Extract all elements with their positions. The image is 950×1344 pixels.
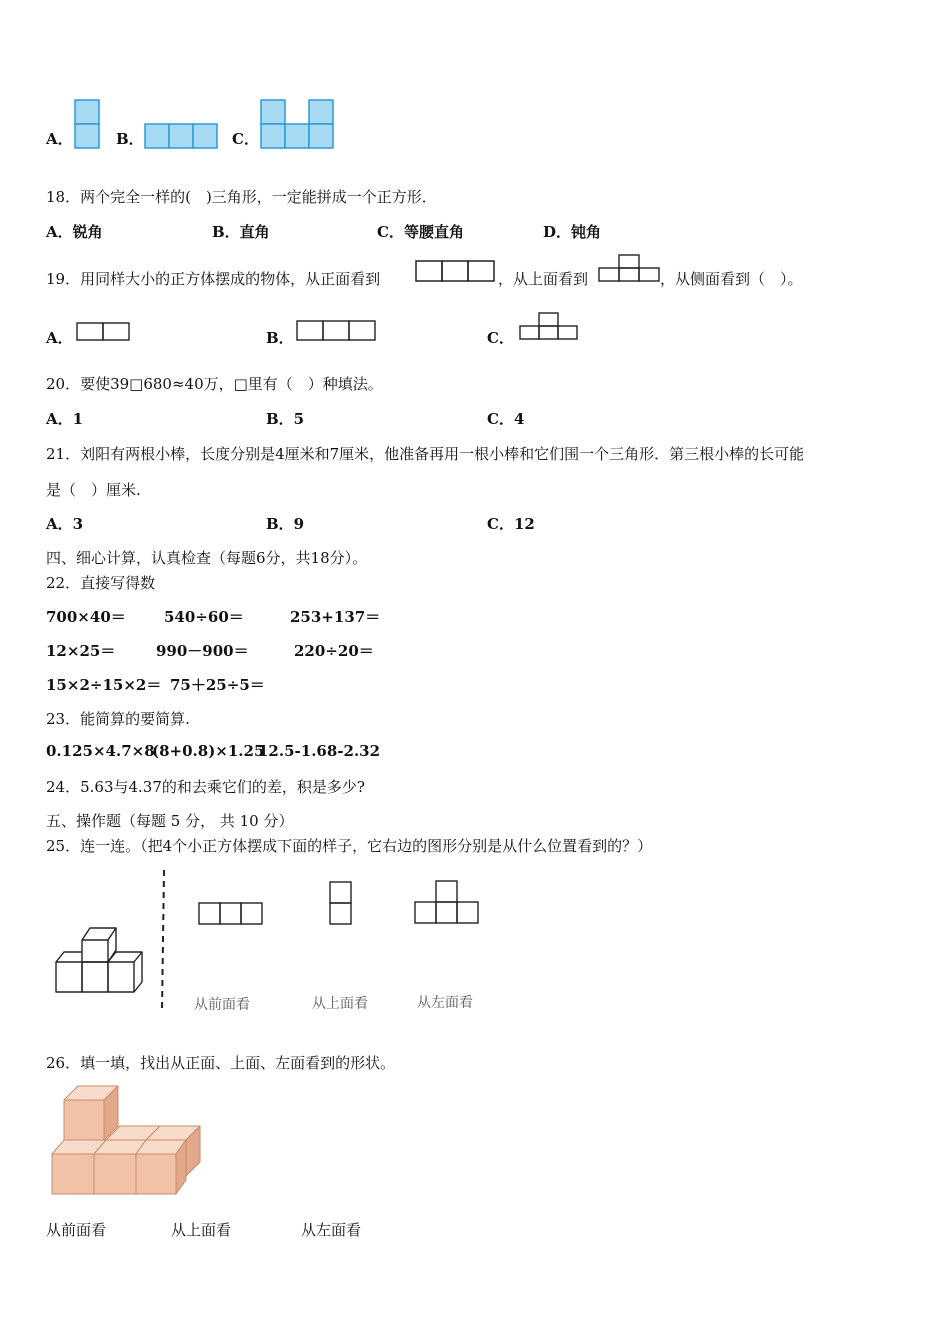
q19-option-b-label: B． <box>266 329 294 347</box>
q23-item: 0.125×4.7×8 <box>46 742 155 760</box>
q19-option-a-label: A． <box>46 329 73 347</box>
q26-question: 26．填一填，找出从正面、上面、左面看到的形状。 <box>46 1054 396 1072</box>
q25-caption-top: 从上面看 <box>312 996 368 1012</box>
q25-view-2 <box>328 880 354 928</box>
square <box>145 124 169 148</box>
q26-label-top: 从上面看 <box>171 1221 232 1239</box>
q25-view-3 <box>413 879 483 927</box>
q24-question: 24．5.63与4.37的和去乘它们的差，积是多少? <box>46 778 365 796</box>
square <box>309 100 333 124</box>
q25-view-1 <box>197 901 267 927</box>
q19-figure-a <box>76 322 132 342</box>
q25-caption-front: 从前面看 <box>194 997 250 1013</box>
q19-text-3: ，从侧面看到（ ）。 <box>660 270 803 288</box>
q21-option-a: A．3 <box>46 515 84 533</box>
q25-dashed-divider <box>158 868 170 1012</box>
q26-label-left: 从左面看 <box>301 1221 362 1239</box>
q20-option-a: A．1 <box>46 410 84 428</box>
q18-question: 18．两个完全一样的( )三角形，一定能拼成一个正方形． <box>46 188 437 206</box>
q22-item: 700×40＝ <box>46 608 126 626</box>
q19-text-1: 19．用同样大小的正方体摆成的物体，从正面看到 <box>46 270 381 288</box>
q21-option-c: C．12 <box>487 515 535 533</box>
q18-option-c: C．等腰直角 <box>377 223 464 241</box>
q18-option-b: B．直角 <box>212 223 270 241</box>
q21-option-b: B．9 <box>266 515 305 533</box>
q19-option-c-label: C． <box>487 329 514 347</box>
q20-question: 20．要使39□680≈40万，□里有（ ）种填法。 <box>46 375 383 393</box>
q19-figure-b <box>296 320 378 342</box>
square <box>75 124 99 148</box>
q17-option-b-label: B． <box>116 130 144 148</box>
square <box>285 124 309 148</box>
square <box>309 124 333 148</box>
q17-option-c-label: C． <box>232 130 259 148</box>
q17-option-a-label: A． <box>46 130 73 148</box>
q23-item: 12.5-1.68-2.32 <box>258 742 381 760</box>
q26-cube-stack <box>50 1084 206 1198</box>
q19-front-view <box>415 260 497 284</box>
q21-question-line-1: 21．刘阳有两根小棒，长度分别是4厘米和7厘米，他准备再用一根小棒和它们围一个三角形．第三根小棒的长可能 <box>46 445 805 463</box>
square <box>261 100 285 124</box>
square <box>193 124 217 148</box>
q25-caption-left: 从左面看 <box>417 995 473 1011</box>
q22-item: 15×2÷15×2＝ <box>46 676 162 694</box>
q22-item: 253+137＝ <box>290 608 381 626</box>
q20-option-b: B．5 <box>266 410 305 428</box>
q21-question-line-2: 是（ ）厘米. <box>46 481 141 499</box>
q17-figure-a <box>74 99 102 151</box>
q23-title: 23．能简算的要简算. <box>46 710 190 728</box>
q22-item: 990－900＝ <box>156 642 249 660</box>
q22-item: 540÷60＝ <box>164 608 244 626</box>
q19-top-view <box>598 254 662 284</box>
q22-title: 22．直接写得数 <box>46 574 156 592</box>
q17-figure-c <box>260 99 336 151</box>
q22-item: 75＋25÷5＝ <box>170 676 265 694</box>
square <box>75 100 99 124</box>
q18-option-d: D．钝角 <box>543 223 602 241</box>
q22-item: 12×25＝ <box>46 642 116 660</box>
square <box>261 124 285 148</box>
q25-question: 25．连一连。（把4个小正方体摆成下面的样子，它右边的图形分别是从什么位置看到的？） <box>46 837 653 855</box>
square <box>169 124 193 148</box>
q26-label-front: 从前面看 <box>46 1221 107 1239</box>
q19-text-2: ，从上面看到 <box>498 270 589 288</box>
q23-item: (8+0.8)×1.25 <box>152 742 265 760</box>
section-5-heading: 五、操作题（每题 5 分， 共 10 分） <box>46 812 294 830</box>
q20-option-c: C．4 <box>487 410 525 428</box>
q17-figure-b <box>144 123 218 151</box>
section-4-heading: 四、细心计算，认真检查（每题6分，共18分）。 <box>46 549 368 567</box>
q25-cube-stack <box>52 922 152 998</box>
q18-option-a: A．锐角 <box>46 223 103 241</box>
q22-item: 220÷20＝ <box>294 642 374 660</box>
q19-figure-c <box>518 312 580 342</box>
